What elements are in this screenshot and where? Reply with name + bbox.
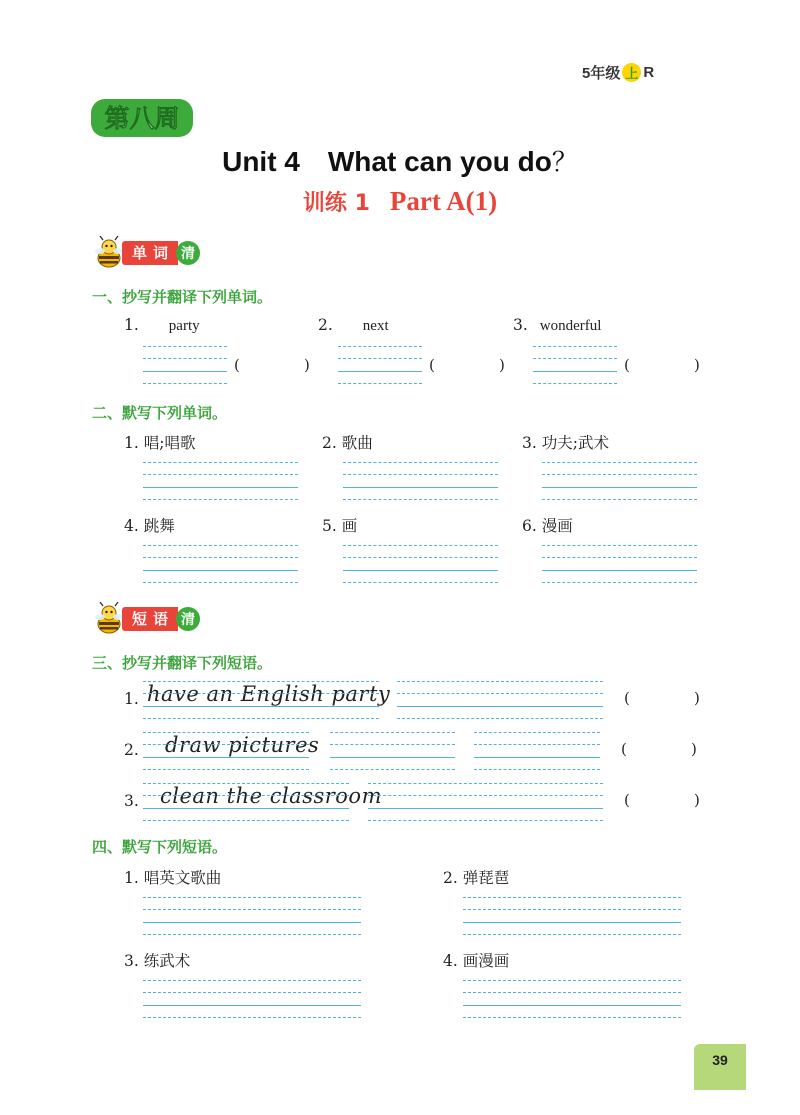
s3-line [143,808,349,809]
s2-line[interactable] [343,499,498,500]
week-badge [90,98,194,138]
unit-number: Unit 4 [222,146,300,177]
s1-line-2c[interactable] [338,371,422,372]
s3-item-3-num: 3. [124,792,139,810]
s1-line-1d[interactable] [143,383,227,384]
s3-item-3-phrase: clean the classroom [160,784,382,808]
s3-line [143,681,379,682]
s2-line[interactable] [343,487,498,488]
page-number: 39 [712,1052,728,1068]
s4-line[interactable] [143,992,361,993]
s2-line[interactable] [343,545,498,546]
s1-paren-close-3: ) [694,356,700,374]
s4-line[interactable] [463,934,681,935]
s2-line[interactable] [143,582,298,583]
s3-paren-open-2: ( [621,740,627,758]
s3-line [143,820,349,821]
s1-line-2b[interactable] [338,358,422,359]
grade-edition: R [643,64,655,81]
s3-line[interactable] [368,808,603,809]
s3-line [143,706,379,707]
s1-line-1c[interactable] [143,371,227,372]
s2-line[interactable] [542,462,697,463]
s3-line[interactable] [330,732,455,733]
s3-line [143,783,349,784]
s3-line [143,757,309,758]
part-label: Part A(1) [389,186,498,216]
s3-line [143,795,349,796]
s3-paren-close-2: ) [691,740,697,758]
s2-line[interactable] [542,487,697,488]
unit-question-mark: ？ [551,148,578,178]
s2-line[interactable] [343,582,498,583]
s1-line-2a[interactable] [338,346,422,347]
section-1-title: 一、抄写并翻译下列单词。 [92,288,273,306]
s4-line[interactable] [463,909,681,910]
s1-paren-close-1: ) [304,356,310,374]
s3-line [143,718,379,719]
s2-line[interactable] [343,570,498,571]
s2-item-2: 2. 歌曲 [322,434,373,452]
s2-line[interactable] [542,557,697,558]
unit-question: What can you do [327,146,552,177]
s1-item-2-num: 2. [318,316,333,334]
s4-item-1: 1. 唱英文歌曲 [124,869,222,887]
s3-paren-open-1: ( [624,689,630,707]
s4-line[interactable] [463,922,681,923]
section-3-title: 三、抄写并翻译下列短语。 [92,654,273,672]
s3-line [143,769,309,770]
qing-badge: 清 [176,241,200,265]
s1-item-1-word: party [168,318,200,334]
s4-line[interactable] [463,897,681,898]
s3-paren-close-1: ) [694,689,700,707]
s1-item-3 [513,316,601,335]
s3-line[interactable] [330,744,455,745]
words-badge-label: 单词 [122,241,178,265]
s3-line[interactable] [474,744,600,745]
s2-line[interactable] [143,487,298,488]
subtitle [0,186,800,217]
s4-line[interactable] [463,1017,681,1018]
grade-label [582,62,654,83]
s3-line[interactable] [397,681,603,682]
s1-line-3b[interactable] [533,358,617,359]
s3-line[interactable] [474,769,600,770]
s2-line[interactable] [542,545,697,546]
s3-paren-open-3: ( [624,791,630,809]
qing-badge: 清 [176,607,200,631]
s1-line-1a[interactable] [143,346,227,347]
s2-line[interactable] [143,462,298,463]
s4-line[interactable] [143,934,361,935]
s3-line[interactable] [368,795,603,796]
s2-line[interactable] [143,499,298,500]
s4-line[interactable] [463,992,681,993]
s4-item-2: 2. 弹琵琶 [443,869,510,887]
s1-item-1-num: 1. [124,316,139,334]
s2-item-3: 3. 功夫;武术 [522,434,609,452]
s1-line-2d[interactable] [338,383,422,384]
s3-item-2-num: 2. [124,741,139,759]
s2-item-4: 4. 跳舞 [124,517,175,535]
s3-line[interactable] [368,820,603,821]
s4-line[interactable] [143,980,361,981]
s2-line[interactable] [542,570,697,571]
s1-paren-close-2: ) [499,356,505,374]
bee-icon [92,236,126,270]
s2-line[interactable] [143,474,298,475]
s3-line[interactable] [397,718,603,719]
s3-line[interactable] [368,783,603,784]
s1-paren-open-2: ( [429,356,435,374]
s3-line[interactable] [330,769,455,770]
s4-line[interactable] [463,980,681,981]
s4-line[interactable] [143,909,361,910]
s2-item-5: 5. 画 [322,517,358,535]
s3-line [143,744,309,745]
s3-line[interactable] [474,732,600,733]
grade-text: 5年级 [582,65,621,82]
s1-paren-open-3: ( [624,356,630,374]
section-4-title: 四、默写下列短语。 [92,838,228,856]
phrases-badge-label: 短语 [122,607,178,631]
s1-line-3d[interactable] [533,383,617,384]
s1-paren-open-1: ( [234,356,240,374]
s2-line[interactable] [343,474,498,475]
s2-line[interactable] [343,557,498,558]
s1-line-3c[interactable] [533,371,617,372]
s2-line[interactable] [542,499,697,500]
words-badge [92,236,200,270]
s2-line[interactable] [143,557,298,558]
s2-line[interactable] [343,462,498,463]
s3-line[interactable] [330,757,455,758]
s2-item-6: 6. 漫画 [522,517,573,535]
s2-line[interactable] [542,474,697,475]
s4-line[interactable] [143,897,361,898]
section-2-title: 二、默写下列单词。 [92,404,228,422]
s1-line-3a[interactable] [533,346,617,347]
s4-line[interactable] [143,1017,361,1018]
week-label: 第八周 [104,104,180,133]
bee-icon [92,602,126,636]
s4-line[interactable] [463,1005,681,1006]
s4-line[interactable] [143,1005,361,1006]
s3-line [143,732,309,733]
s3-line[interactable] [397,706,603,707]
s1-item-2-word: next [362,318,389,334]
s2-item-1: 1. 唱;唱歌 [124,434,196,452]
s1-item-2 [318,316,389,335]
s1-line-1b[interactable] [143,358,227,359]
s3-item-1-num: 1. [124,690,139,708]
s4-item-4: 4. 画漫画 [443,952,510,970]
phrases-badge [92,602,200,636]
s3-line [143,693,379,694]
s3-item-1-phrase: have an English party [147,682,391,706]
training-label: 训练 1 [302,191,370,216]
s4-line[interactable] [143,922,361,923]
s2-line[interactable] [542,582,697,583]
s1-item-3-num: 3. [513,316,528,334]
s3-item-2-phrase: draw pictures [165,733,320,757]
unit-title [0,142,800,179]
s2-line[interactable] [143,545,298,546]
s3-line[interactable] [474,757,600,758]
s4-item-3: 3. 练武术 [124,952,191,970]
s3-paren-close-3: ) [694,791,700,809]
grade-badge: 上 [622,63,641,82]
s1-item-3-word: wonderful [539,318,602,334]
s1-item-1 [124,316,200,335]
s3-line[interactable] [397,693,603,694]
s2-line[interactable] [143,570,298,571]
